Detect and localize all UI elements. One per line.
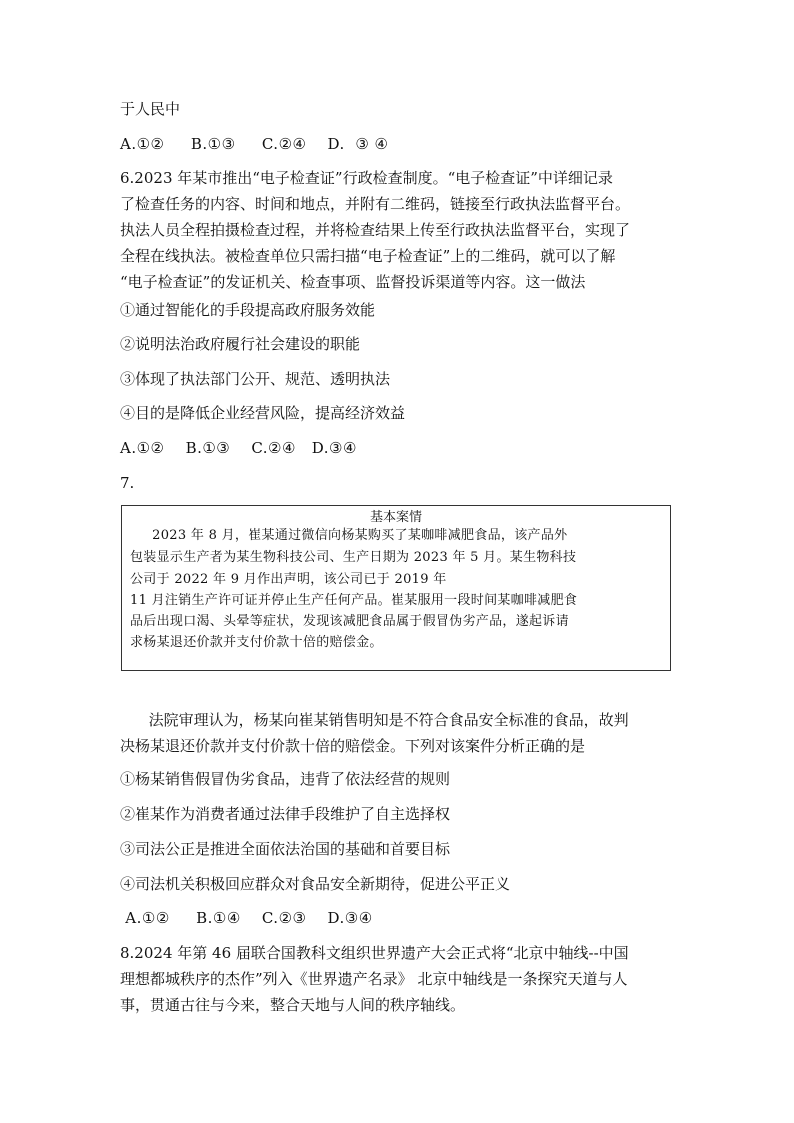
q6-item-4: ④目的是降低企业经营风险，提高经济效益 [120,404,406,422]
case-line: 包装显示生产者为某生物科技公司、生产日期为 2023 年 5 月。某生物科技 [130,550,577,565]
q6-stem-line: 全程在线执法。被检查单位只需扫描“电子检查证”上的二维码，就可以了解 [120,247,616,265]
q7-number: 7. [120,474,135,492]
q8-stem-line: 8.2024 年第 46 届联合国教科文组织世界遗产大会正式将“北京中轴线--中国 [120,944,629,962]
q7-item-2: ②崔某作为消费者通过法律手段维护了自主选择权 [120,805,451,823]
q7-stem-line: 法院审理认为，杨某向崔某销售明知是不符合食品安全标准的食品，故判 [120,711,629,729]
case-box [121,505,671,671]
q6-item-1: ①通过智能化的手段提高政府服务效能 [120,301,376,319]
case-line: 求杨某退还价款并支付价款十倍的赔偿金。 [130,635,383,650]
q6-stem-line: “电子检查证”的发证机关、检查事项、监督投诉渠道等内容。这一做法 [120,273,586,291]
case-title: 基本案情 [369,510,422,525]
q7-item-4: ④司法机关积极回应群众对食品安全新期待，促进公平正义 [120,875,511,893]
q6-stem-line: 了检查任务的内容、时间和地点，并附有二维码，链接至行政执法监督平台。 [120,195,631,213]
q7-stem-line: 决杨某退还价款并支付价款十倍的赔偿金。下列对该案件分析正确的是 [120,737,586,755]
q6-stem-line: 6.2023 年某市推出“电子检查证”行政检查制度。“电子检查证”中详细记录 [120,169,613,187]
case-line: 公司于 2022 年 9 月作出声明，该公司已于 2019 年 [130,572,447,587]
q8-stem-line: 理想都城秩序的杰作”列入《世界遗产名录》 北京中轴线是一条探究天道与人 [120,970,628,988]
case-line: 2023 年 8 月，崔某通过微信向杨某购买了某咖啡减肥食品，该产品外 [130,528,568,543]
q5-text-tail: 于人民中 [120,100,181,118]
q7-item-1: ①杨某销售假冒伪劣食品，违背了依法经营的规则 [120,770,451,788]
q6-options: A.①② B.①③ C.②④ D.③④ [120,439,357,457]
case-line: 11 月注销生产许可证并停止生产任何产品。崔某服用一段时间某咖啡减肥食 [130,593,578,608]
case-line: 品后出现口渴、头晕等症状，发现该减肥食品属于假冒伪劣产品，遂起诉请 [130,614,569,629]
q8-stem-line: 事，贯通古往与今来，整合天地与人间的秩序轴线。 [120,996,466,1014]
q5-options: A.①② B.①③ C.②④ D. ③ ④ [120,135,389,153]
q6-item-2: ②说明法治政府履行社会建设的职能 [120,335,361,353]
q6-item-3: ③体现了执法部门公开、规范、透明执法 [120,370,391,388]
q7-item-3: ③司法公正是推进全面依法治国的基础和首要目标 [120,840,451,858]
q7-options: A.①② B.①④ C.②③ D.③④ [120,909,373,927]
q6-stem-line: 执法人员全程拍摄检查过程，并将检查结果上传至行政执法监督平台，实现了 [120,221,631,239]
